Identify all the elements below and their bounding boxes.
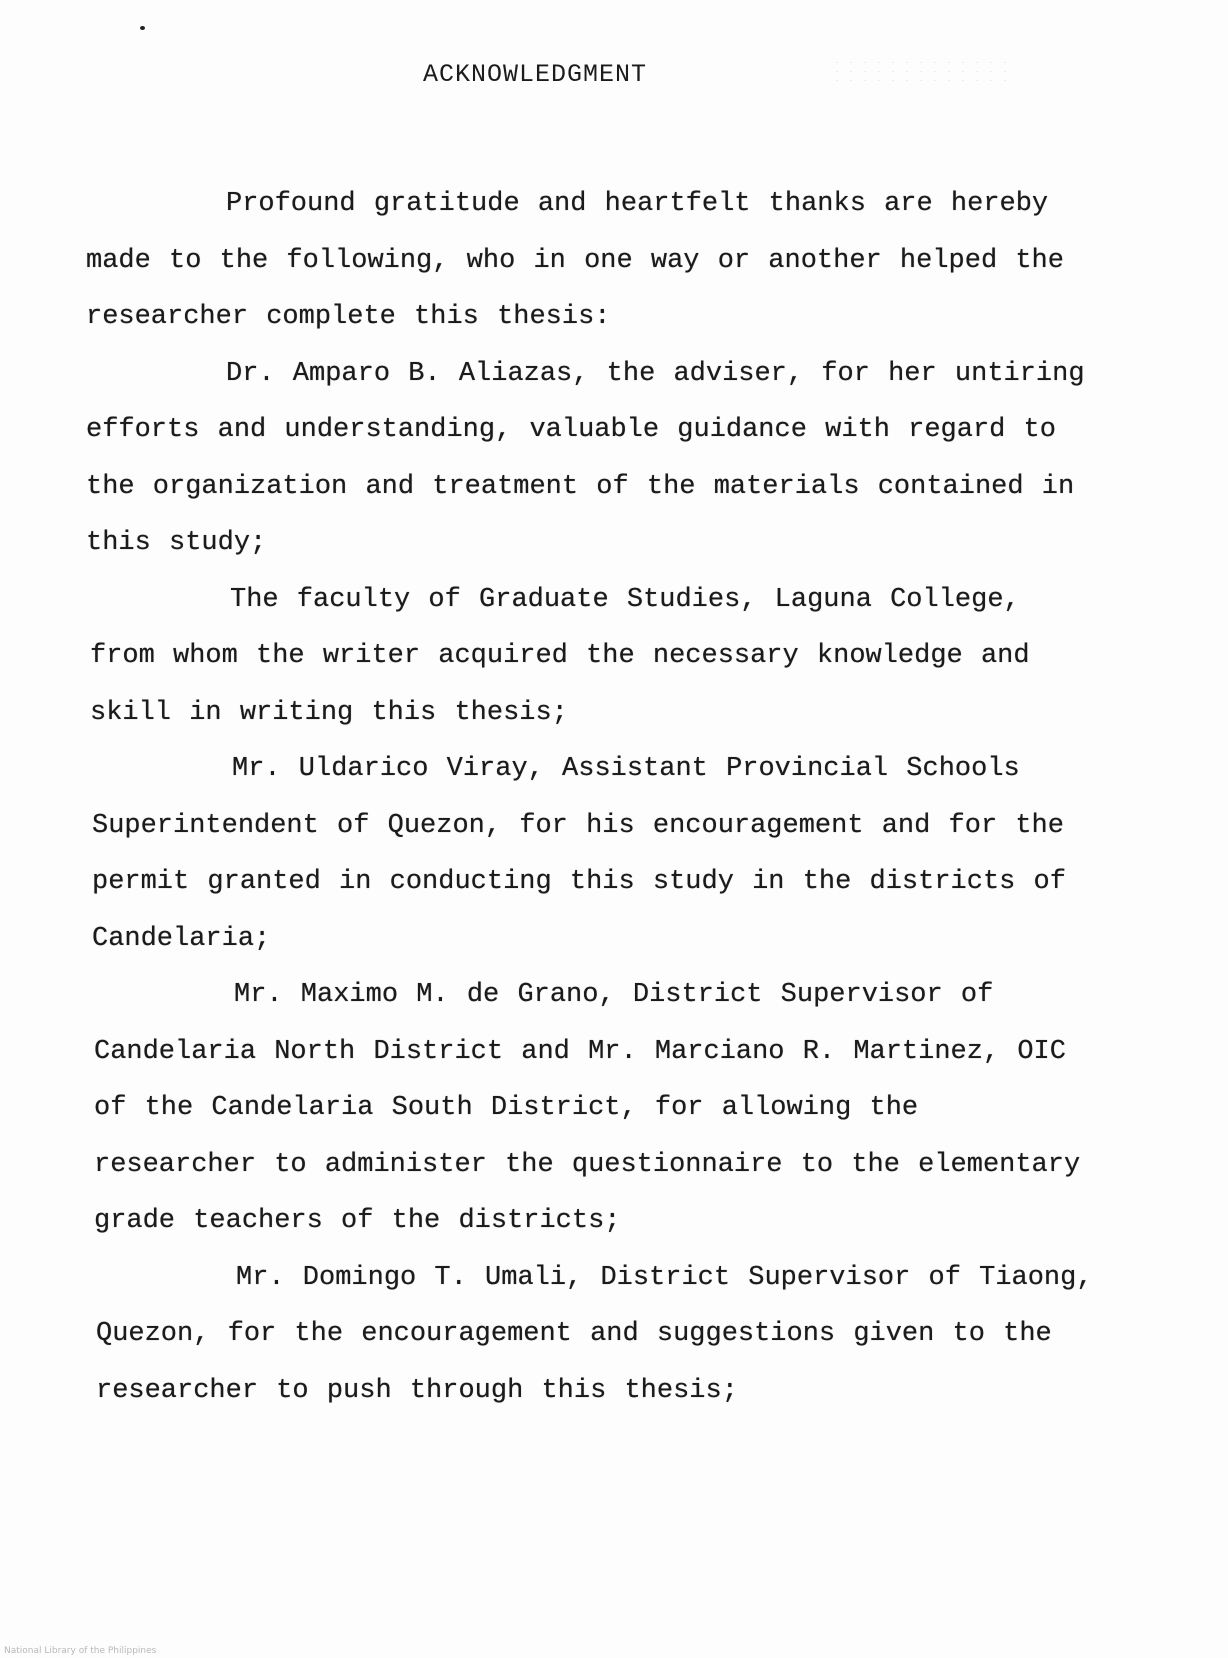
scan-footer: National Library of the Philippines: [4, 1646, 157, 1656]
paragraph-tiaong-supervisor: Mr. Domingo T. Umali, District Supervisor of Tiaong, Quezon, for the encouragement and suggestions given to the researcher to push through this thesis;: [96, 1262, 1093, 1406]
paragraph-superintendent: Mr. Uldarico Viray, Assistant Provincial Schools Superintendent of Quezon, for his encouragement and for the permit granted in conducting this study in the districts of Candelaria;: [92, 754, 1066, 954]
paragraph-faculty: The faculty of Graduate Studies, Laguna College, from whom the writer acquired the necessary knowledge and skill in writing this thesis;: [90, 584, 1030, 728]
paragraph-district-supervisors: Mr. Maximo M. de Grano, District Supervisor of Candelaria North District and Mr. Marciano R. Martinez, OIC of the Candelaria South District, for allowing the researcher to administer the questionnaire to the elementary grade teachers of the districts;: [94, 980, 1081, 1236]
paragraph-adviser: Dr. Amparo B. Aliazas, the adviser, for her untiring efforts and understanding, valuable guidance with regard to the organization and treatment of the materials contained in this study;: [86, 358, 1085, 558]
page-title: ACKNOWLEDGMENT: [422, 60, 648, 89]
ink-speck: [140, 26, 145, 30]
document-body: [86, 176, 1096, 1419]
paragraph-intro: Profound gratitude and heartfelt thanks are hereby made to the following, who in one way or another helped the researcher complete this thesis:: [86, 189, 1064, 332]
